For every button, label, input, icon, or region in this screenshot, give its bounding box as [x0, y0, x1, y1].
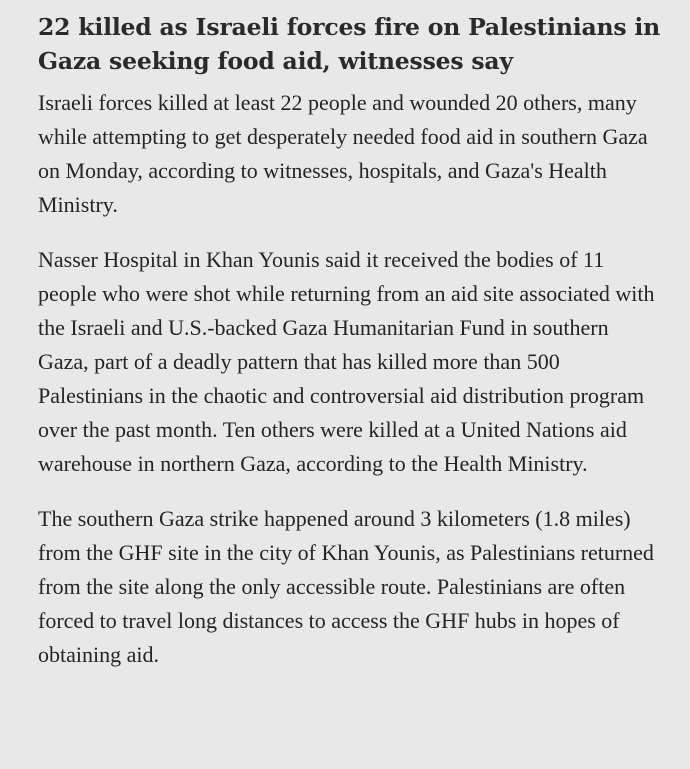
- article-paragraph-3: The southern Gaza strike happened around 3 kilometers (1.8 miles) from the GHF site in the city of Khan Younis, as Palestinians returned from the site along the only accessible route. Palestinians are often forced to travel long distances to access the GHF hubs in hopes of obtaining aid.: [38, 506, 654, 667]
- article-paragraph-1: Israeli forces killed at least 22 people and wounded 20 others, many while attempting to get desperately needed food aid in southern Gaza on Monday, according to witnesses, hospitals, and Gaza's Health Ministry.: [38, 90, 648, 217]
- article-paragraph-2: Nasser Hospital in Khan Younis said it received the bodies of 11 people who were shot while returning from an aid site associated with the Israeli and U.S.-backed Gaza Humanitarian Fund in southern Gaza, part of a deadly pattern that has killed more than 500 Palestinians in the chaotic and controversial aid distribution program over the past month. Ten others were killed at a United Nations aid warehouse in northern Gaza, according to the Health Ministry.: [38, 247, 655, 476]
- article-headline: 22 killed as Israeli forces fire on Palestinians in Gaza seeking food aid, witnesses say: [38, 13, 661, 75]
